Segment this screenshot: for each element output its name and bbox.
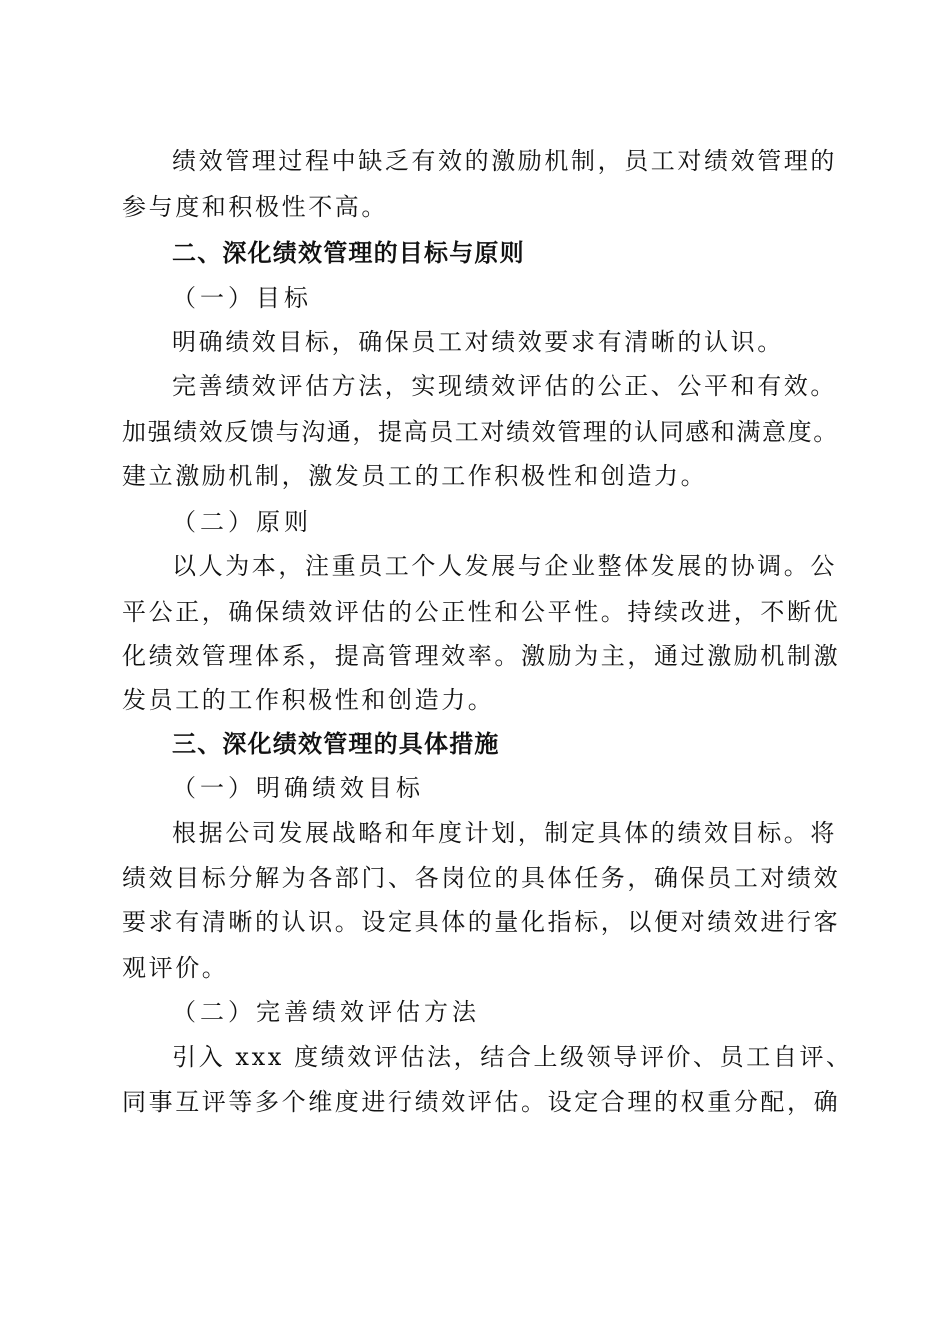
subsection-heading: （一）目标 <box>172 284 312 312</box>
paragraph-line: 明确绩效目标，确保员工对绩效要求有清晰的认识。 <box>172 328 784 356</box>
paragraph-line: 要求有清晰的认识。设定具体的量化指标，以便对绩效进行客 <box>122 908 841 936</box>
paragraph-line: 以人为本，注重员工个人发展与企业整体发展的协调。公 <box>172 552 837 580</box>
paragraph-line: 同事互评等多个维度进行绩效评估。设定合理的权重分配，确 <box>122 1088 841 1116</box>
paragraph-line: 参与度和积极性不高。 <box>122 193 388 221</box>
paragraph-line: 加强绩效反馈与沟通，提高员工对绩效管理的认同感和满意度。 <box>122 418 839 446</box>
paragraph-line: 绩效管理过程中缺乏有效的激励机制，员工对绩效管理的 <box>172 147 837 175</box>
paragraph-line: 根据公司发展战略和年度计划，制定具体的绩效目标。将 <box>172 819 837 847</box>
paragraph-line: 化绩效管理体系，提高管理效率。激励为主，通过激励机制激 <box>122 642 841 670</box>
paragraph-line: 绩效目标分解为各部门、各岗位的具体任务，确保员工对绩效 <box>122 864 841 892</box>
paragraph-line: 完善绩效评估方法，实现绩效评估的公正、公平和有效。 <box>172 372 837 400</box>
section-heading: 三、深化绩效管理的具体措施 <box>172 730 500 758</box>
subsection-heading: （二）完善绩效评估方法 <box>172 998 480 1026</box>
paragraph-line: 观评价。 <box>122 954 229 982</box>
paragraph-line: 平公正，确保绩效评估的公正性和公平性。持续改进，不断优 <box>122 598 841 626</box>
subsection-heading: （二）原则 <box>172 508 312 536</box>
paragraph-line: 建立激励机制，激发员工的工作积极性和创造力。 <box>122 462 708 490</box>
paragraph-line: 引入 xxx 度绩效评估法，结合上级领导评价、员工自评、 <box>172 1043 853 1071</box>
section-heading: 二、深化绩效管理的目标与原则 <box>172 239 525 267</box>
subsection-heading: （一）明确绩效目标 <box>172 774 424 802</box>
paragraph-line: 发员工的工作积极性和创造力。 <box>122 686 495 714</box>
